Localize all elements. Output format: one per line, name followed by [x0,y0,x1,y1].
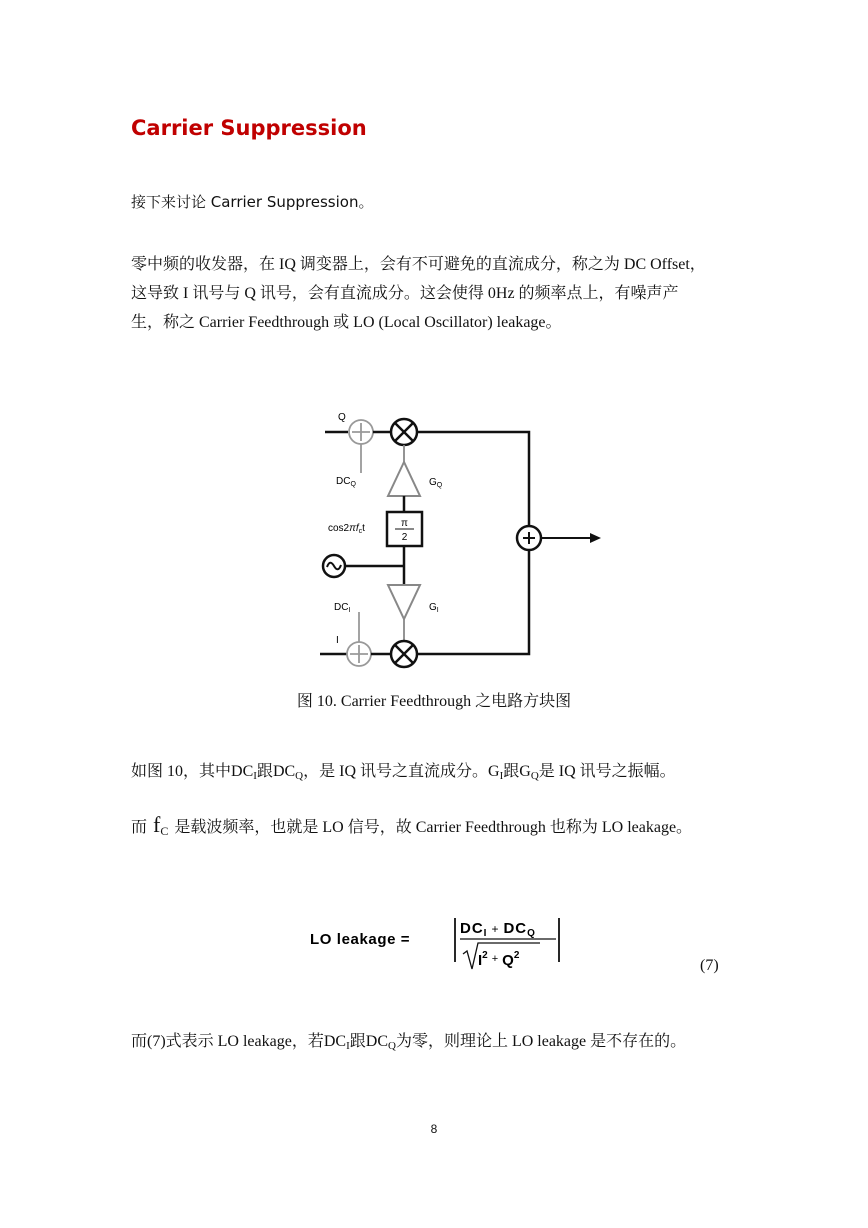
label-dc-i: $DC_I$ [334,602,351,614]
i-gain-triangle [388,585,420,619]
label-g-q: $G_Q$ [429,477,443,489]
intro-text: 接下来讨论 Carrier Suppression。 [131,193,374,211]
equation-lhs: LO leakage = [310,931,411,948]
label-cos: $\cos 2\pi f_ct$ [328,523,365,535]
figure-caption: 图 10. Carrier Feedthrough 之电路方块图 [296,693,572,710]
label-i-input: I [336,635,339,646]
phase-numerator: π [401,518,408,529]
paragraph-1-line-3: 生，称之 Carrier Feedthrough 或 LO (Local Oscillator) leakage。 [131,314,562,331]
paragraph-2: 如图 10，其中$DC_I$跟$DC_Q$，是 IQ 讯号之直流成分。$G_I$跟$G_Q$是 IQ 讯号之振幅。 [131,763,676,782]
label-dc-q: $DC_Q$ [336,476,356,488]
equation-number: (7) [700,957,719,974]
output-arrow [590,533,601,543]
page-number: 8 [430,1122,438,1136]
paragraph-1-line-1: 零中频的收发器，在 IQ 调变器上，会有不可避免的直流成分，称之为 DC Offset， [131,256,706,273]
label-q-input: Q [338,412,346,423]
lo-leakage-equation [300,905,580,980]
intro-paragraph [131,188,373,217]
equation-denominator: $I^2$ $_+$ $Q^2$ [478,950,520,969]
q-gain-triangle [388,462,420,496]
equation-numerator: $DC_I$ + $DC_Q$ [460,920,536,939]
phase-denominator: 2 [401,532,408,543]
paragraph-3: 而 $f_C$ 是载波频率，也就是 LO 信号，故 Carrier Feedthrough 也称为 LO leakage。 [131,812,693,838]
label-g-i: $G_I$ [429,602,439,614]
paragraph-1-line-2: 这导致 I 讯号与 Q 讯号，会有直流成分。这会使得 0Hz 的频率点上，有噪声产 [131,285,679,302]
section-title: Carrier Suppression [131,116,367,140]
paragraph-4: 而(7)式表示 LO leakage，若$DC_I$跟$DC_Q$为零，则理论上 LO leakage 是不存在的。 [131,1033,687,1052]
iq-modulator-diagram [300,400,620,680]
